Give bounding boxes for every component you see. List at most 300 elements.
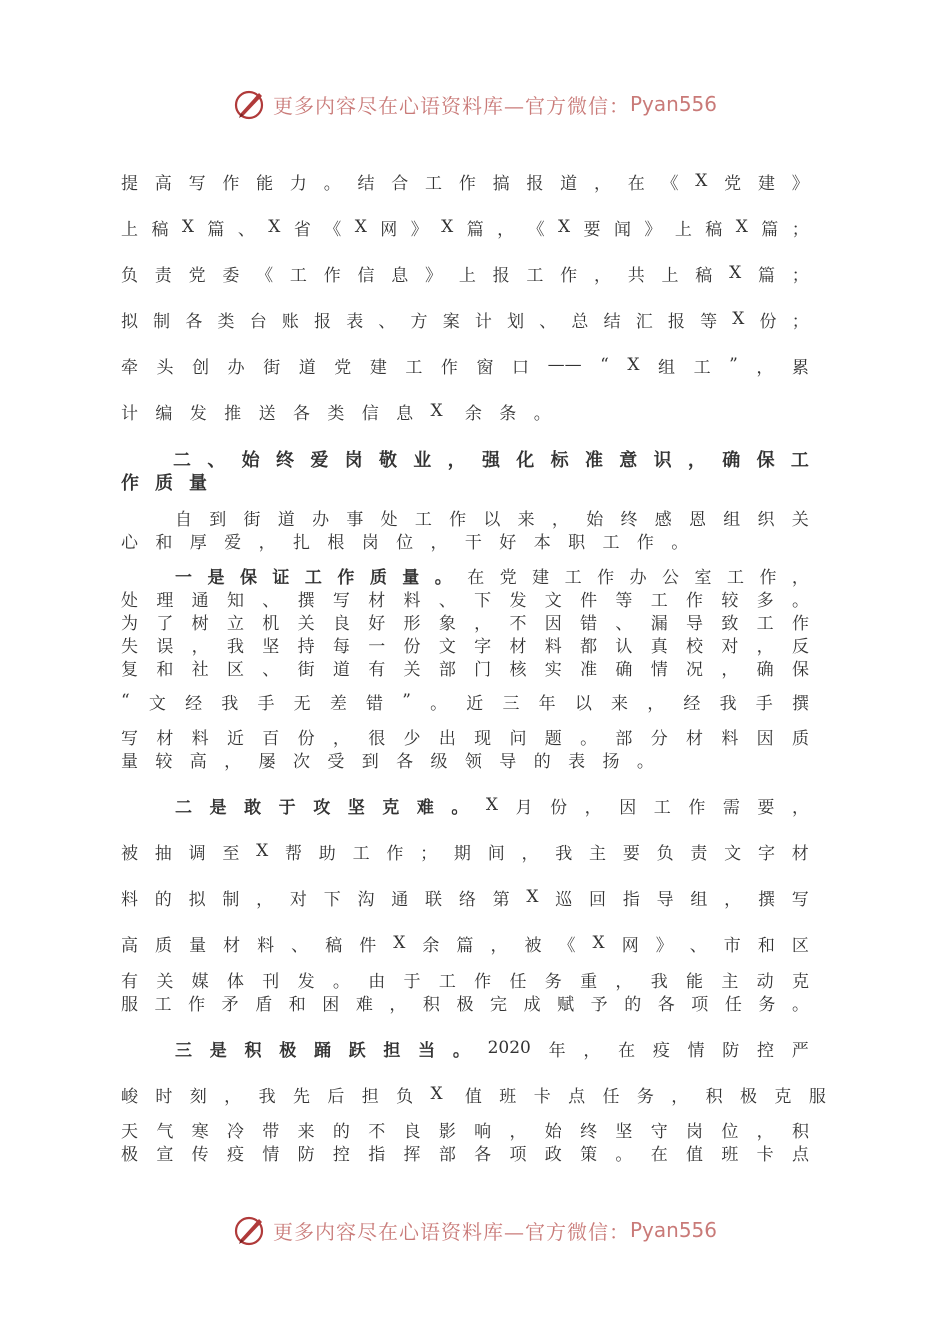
text-glyph: ，	[551, 509, 569, 530]
text-glyph: 寒	[191, 1121, 209, 1142]
text-glyph: 年	[538, 693, 556, 714]
text-glyph: 确	[756, 659, 774, 680]
text-glyph: 响	[474, 1121, 492, 1142]
text-glyph: ，	[256, 889, 274, 910]
text-glyph: 因	[619, 797, 637, 818]
text-glyph: 于	[403, 971, 421, 992]
text-glyph: 准	[580, 659, 598, 680]
text-glyph: 反	[791, 636, 809, 657]
text-glyph: 为	[121, 613, 138, 634]
text-glyph: 2020	[487, 1038, 531, 1058]
text-glyph: 、	[378, 311, 396, 332]
text-glyph: 公	[662, 567, 680, 588]
text-glyph: 文	[438, 636, 456, 657]
text-glyph: ，	[593, 265, 611, 286]
text-glyph: 理	[156, 590, 174, 611]
text-glyph: X	[430, 401, 443, 421]
text-glyph: 稿	[705, 219, 723, 240]
text-glyph: 创	[192, 357, 210, 378]
text-glyph: ，	[509, 1121, 527, 1142]
text-glyph: 手	[257, 693, 275, 714]
text-glyph: 项	[509, 1144, 527, 1165]
text-glyph: X	[441, 217, 454, 237]
text-glyph: 材	[368, 590, 386, 611]
text-glyph: 是	[209, 1040, 227, 1061]
text-glyph: 报	[314, 311, 332, 332]
text-glyph: 因	[756, 728, 774, 749]
text-glyph: 需	[722, 797, 740, 818]
text-glyph: 担	[383, 1040, 401, 1061]
text-glyph: 值	[686, 1144, 703, 1165]
text-glyph: 任	[724, 994, 742, 1015]
text-glyph: 上	[121, 219, 138, 240]
text-glyph: 是	[209, 797, 227, 818]
text-glyph: 组	[690, 889, 708, 910]
text-glyph: 闻	[613, 219, 631, 240]
text-line	[121, 655, 809, 679]
text-glyph: 件	[580, 590, 598, 611]
text-glyph: 情	[687, 1040, 705, 1061]
text-glyph: 好	[368, 613, 386, 634]
text-glyph: 材	[509, 636, 527, 657]
text-glyph: 三	[175, 1040, 192, 1061]
text-glyph: 我	[226, 636, 244, 657]
text-glyph: 我	[555, 843, 573, 864]
text-glyph: 少	[403, 728, 421, 749]
text-glyph: 上	[674, 219, 692, 240]
text-glyph: 作	[458, 173, 476, 194]
text-glyph: 各	[657, 994, 675, 1015]
text-glyph: 始	[586, 509, 604, 530]
text-glyph: X	[354, 217, 367, 237]
text-glyph: 良	[403, 1121, 421, 1142]
text-glyph: 卡	[756, 1144, 774, 1165]
text-glyph: 工	[650, 590, 668, 611]
text-glyph: ，	[791, 567, 809, 588]
text-glyph: 难	[355, 994, 373, 1015]
text-glyph: 敬	[378, 450, 397, 471]
text-glyph: 证	[272, 567, 290, 588]
text-glyph: 》	[644, 219, 662, 240]
text-glyph: ，	[490, 935, 508, 956]
text-glyph: 根	[327, 532, 345, 553]
text-glyph: 《	[256, 265, 274, 286]
text-glyph: ，	[521, 843, 539, 864]
text-glyph: 始	[241, 450, 260, 471]
text-glyph: 上	[661, 265, 679, 286]
text-glyph: 动	[756, 971, 774, 992]
text-glyph: 撰	[757, 889, 775, 910]
text-glyph: 稿	[325, 935, 343, 956]
text-glyph: 社	[191, 659, 209, 680]
text-glyph: 识	[653, 450, 672, 471]
text-glyph: ，	[791, 797, 809, 818]
text-glyph: 刊	[262, 971, 280, 992]
text-glyph: 负	[656, 843, 674, 864]
text-glyph: 误	[156, 636, 174, 657]
text-glyph: 扬	[602, 751, 620, 772]
text-glyph: 班	[721, 1144, 739, 1165]
text-glyph: 务	[758, 994, 776, 1015]
text-line	[121, 1082, 826, 1107]
text-line	[121, 931, 809, 955]
text-glyph: 写	[188, 173, 206, 194]
text-glyph: 屡	[258, 751, 276, 772]
text-glyph: 市	[723, 935, 741, 956]
text-glyph: 很	[368, 728, 386, 749]
text-glyph: 委	[222, 265, 240, 286]
text-glyph: 任	[509, 971, 527, 992]
text-glyph: 量	[121, 751, 138, 772]
text-glyph: 知	[226, 590, 244, 611]
text-glyph: 字	[474, 636, 492, 657]
text-glyph: ，	[615, 971, 633, 992]
text-glyph: 较	[155, 751, 173, 772]
text-glyph: 是	[207, 567, 225, 588]
text-glyph: 任	[602, 1086, 620, 1107]
text-glyph: 息	[396, 403, 414, 424]
text-glyph: 近	[226, 728, 244, 749]
text-glyph: 党	[188, 265, 206, 286]
text-glyph: 象	[438, 613, 456, 634]
text-glyph: ，	[474, 613, 492, 634]
text-glyph: 强	[481, 450, 500, 471]
text-glyph: ，	[721, 659, 739, 680]
text-glyph: 信	[361, 403, 379, 424]
text-glyph: 了	[156, 613, 174, 634]
text-glyph: 案	[442, 311, 460, 332]
text-glyph: 极	[740, 1086, 758, 1107]
text-glyph: 调	[188, 843, 206, 864]
text-glyph: 作	[636, 532, 654, 553]
text-glyph: 班	[499, 1086, 517, 1107]
text-glyph: 办	[629, 567, 647, 588]
text-glyph: 窗	[476, 357, 494, 378]
text-glyph: 导	[499, 751, 517, 772]
text-glyph: X	[393, 933, 406, 953]
text-glyph: 撰	[297, 590, 315, 611]
text-glyph: 条	[499, 403, 517, 424]
text-glyph: 因	[544, 613, 562, 634]
text-glyph: ，	[332, 728, 350, 749]
text-glyph: 料	[121, 889, 138, 910]
text-glyph: 领	[464, 751, 482, 772]
text-glyph: 发	[189, 403, 207, 424]
text-glyph: 牵	[121, 357, 138, 378]
text-glyph: 料	[544, 636, 562, 657]
text-glyph: 》	[655, 935, 673, 956]
text-glyph: X	[695, 171, 708, 191]
text-glyph: ——	[547, 355, 582, 375]
text-glyph: 恩	[688, 509, 706, 530]
text-glyph: 指	[368, 1144, 386, 1165]
text-line	[121, 724, 809, 748]
text-line	[121, 586, 809, 610]
text-glyph: 作	[597, 567, 615, 588]
text-glyph: 头	[156, 357, 174, 378]
text-glyph: 党	[724, 173, 742, 194]
text-glyph: 的	[154, 889, 172, 910]
text-glyph: 工	[564, 567, 582, 588]
text-glyph: 》	[791, 173, 809, 194]
text-glyph: 宣	[156, 1144, 174, 1165]
text-glyph: 岗	[686, 1121, 703, 1142]
text-glyph: 篇	[757, 265, 775, 286]
text-glyph: 形	[403, 613, 421, 634]
text-line	[173, 447, 809, 471]
text-glyph: X	[268, 217, 281, 237]
text-glyph: 。	[615, 1144, 633, 1165]
text-glyph: 织	[757, 509, 775, 530]
text-glyph: 稿	[695, 265, 713, 286]
text-glyph: ，	[447, 450, 466, 471]
text-glyph: 作	[791, 613, 809, 634]
text-glyph: 。	[430, 693, 448, 714]
text-glyph: 差	[329, 693, 347, 714]
text-glyph: 写	[791, 889, 809, 910]
text-glyph: 在	[627, 173, 645, 194]
text-glyph: 材	[686, 728, 703, 749]
text-glyph: 岗	[344, 450, 363, 471]
text-glyph: 在	[618, 1040, 636, 1061]
text-glyph: 心	[121, 532, 138, 553]
text-glyph: 务	[544, 971, 562, 992]
text-glyph: X	[732, 309, 745, 329]
text-line	[175, 793, 809, 817]
text-glyph: 道	[332, 659, 350, 680]
text-glyph: X	[729, 263, 742, 283]
text-glyph: 克	[791, 971, 809, 992]
text-glyph: 题	[544, 728, 562, 749]
text-glyph: 。	[580, 728, 598, 749]
text-glyph: 《	[558, 935, 576, 956]
text-glyph: 上	[458, 265, 476, 286]
text-glyph: 持	[297, 636, 315, 657]
text-line	[121, 470, 809, 494]
text-glyph: 篇	[466, 219, 484, 240]
text-glyph: 岗	[361, 532, 379, 553]
text-glyph: 务	[636, 1086, 654, 1107]
text-glyph: 建	[757, 173, 775, 194]
text-glyph: 文	[544, 590, 562, 611]
text-glyph: 带	[262, 1121, 280, 1142]
text-glyph: X	[592, 933, 605, 953]
text-glyph: 次	[292, 751, 310, 772]
text-glyph: 每	[332, 636, 350, 657]
text-glyph: 作	[188, 994, 206, 1015]
text-glyph: 制	[153, 311, 171, 332]
text-glyph: ，	[593, 173, 611, 194]
text-glyph: ，	[583, 1040, 601, 1061]
text-line	[121, 609, 809, 633]
text-glyph: 量	[402, 567, 420, 588]
text-line	[175, 505, 809, 529]
text-glyph: 关	[156, 971, 174, 992]
text-glyph: 间	[487, 843, 505, 864]
text-glyph: 无	[293, 693, 311, 714]
text-glyph: 扎	[292, 532, 310, 553]
footer-banner	[0, 1210, 950, 1250]
text-glyph: 不	[509, 613, 527, 634]
text-glyph: 核	[509, 659, 527, 680]
text-glyph: 工	[438, 971, 456, 992]
text-glyph: 严	[791, 1040, 809, 1061]
text-glyph: 责	[154, 265, 172, 286]
text-line	[121, 528, 809, 552]
text-glyph: 材	[156, 728, 174, 749]
text-glyph: 工	[726, 567, 744, 588]
text-glyph: ，	[191, 636, 209, 657]
text-glyph: 。	[451, 797, 469, 818]
text-glyph: 经	[185, 693, 203, 714]
text-glyph: 树	[191, 613, 209, 634]
text-glyph: 。	[791, 590, 809, 611]
text-glyph: 二	[173, 450, 191, 471]
text-glyph: 推	[224, 403, 242, 424]
text-glyph: 编	[155, 403, 173, 424]
text-glyph: 能	[686, 971, 703, 992]
text-glyph: 爱	[310, 450, 329, 471]
text-glyph: 积	[705, 1086, 723, 1107]
text-glyph: 完	[490, 994, 508, 1015]
text-glyph: 工	[304, 567, 322, 588]
text-glyph: 工	[526, 265, 544, 286]
text-glyph: X	[181, 217, 194, 237]
text-glyph: 位	[721, 1121, 739, 1142]
text-glyph: 作	[759, 567, 777, 588]
text-glyph: 终	[620, 509, 638, 530]
text-glyph: 本	[533, 532, 551, 553]
text-glyph: X	[256, 841, 269, 861]
text-glyph: 料	[257, 935, 275, 956]
text-glyph: 终	[580, 1121, 598, 1142]
text-glyph: 工	[693, 357, 711, 378]
text-glyph: 门	[474, 659, 492, 680]
text-glyph: 、	[237, 219, 255, 240]
text-glyph: ，	[647, 693, 665, 714]
text-glyph: 积	[244, 1040, 262, 1061]
text-glyph: 文	[724, 843, 742, 864]
text-glyph: 发	[297, 971, 315, 992]
text-glyph: 。	[791, 994, 809, 1015]
text-glyph: 字	[757, 843, 775, 864]
text-glyph: 表	[346, 311, 364, 332]
text-glyph: 质	[155, 935, 173, 956]
text-glyph: 疫	[226, 1144, 244, 1165]
banner-wechat-id: Pyan556	[629, 92, 717, 116]
text-glyph: 保	[239, 567, 257, 588]
text-glyph: 作	[440, 357, 458, 378]
text-glyph: 位	[396, 532, 414, 553]
text-glyph: 当	[418, 1040, 436, 1061]
text-glyph: 主	[721, 971, 739, 992]
text-glyph: 搞	[492, 173, 510, 194]
text-glyph: 到	[361, 751, 379, 772]
text-glyph: 抽	[154, 843, 172, 864]
text-glyph: 厚	[189, 532, 207, 553]
text-glyph: 重	[580, 971, 598, 992]
text-glyph: 类	[327, 403, 345, 424]
text-glyph: 要	[622, 843, 640, 864]
text-glyph: 要	[757, 797, 775, 818]
text-line	[121, 399, 809, 423]
text-glyph: 以	[483, 509, 501, 530]
text-glyph: 。	[323, 173, 341, 194]
text-glyph: 三	[502, 693, 520, 714]
text-glyph: 对	[721, 636, 739, 657]
text-glyph: 、	[207, 450, 226, 471]
text-glyph: 》	[410, 219, 428, 240]
text-glyph: 赋	[557, 994, 575, 1015]
text-glyph: 建	[532, 567, 550, 588]
text-glyph: 担	[361, 1086, 379, 1107]
text-glyph: 失	[121, 636, 138, 657]
text-glyph: 克	[382, 797, 400, 818]
text-glyph: 写	[332, 590, 350, 611]
text-glyph: 组	[658, 357, 676, 378]
text-glyph: 困	[322, 994, 340, 1015]
text-glyph: 部	[615, 728, 633, 749]
text-glyph: 部	[438, 659, 456, 680]
text-glyph: 类	[217, 311, 235, 332]
text-glyph: 保	[756, 450, 775, 471]
text-glyph: ；	[791, 311, 809, 332]
text-glyph: 结	[357, 173, 375, 194]
text-glyph: 结	[603, 311, 621, 332]
text-glyph: 稿	[151, 219, 169, 240]
text-glyph: 提	[121, 173, 138, 194]
text-glyph: 确	[722, 450, 741, 471]
text-glyph: 矛	[221, 994, 239, 1015]
text-glyph: 工	[653, 797, 671, 818]
text-glyph: 建	[369, 357, 387, 378]
text-glyph: 等	[700, 311, 718, 332]
text-glyph: 账	[281, 311, 299, 332]
text-glyph: 组	[723, 509, 741, 530]
text-glyph: 控	[332, 1144, 350, 1165]
text-glyph: 年	[548, 1040, 566, 1061]
text-glyph: 、	[438, 590, 456, 611]
text-glyph: 职	[568, 532, 586, 553]
text-glyph: 点	[791, 1144, 809, 1165]
text-glyph: 于	[278, 797, 296, 818]
text-glyph: 先	[292, 1086, 310, 1107]
text-glyph: 划	[507, 311, 525, 332]
text-glyph: 作	[560, 265, 578, 286]
text-glyph: 干	[464, 532, 482, 553]
text-glyph: 件	[359, 935, 377, 956]
text-glyph: 以	[574, 693, 592, 714]
text-glyph: 、	[539, 311, 557, 332]
text-glyph: 办	[227, 357, 245, 378]
text-glyph: 力	[289, 173, 307, 194]
text-glyph: 问	[509, 728, 527, 749]
text-glyph: 事	[346, 509, 364, 530]
text-glyph: 情	[262, 1144, 280, 1165]
text-glyph: 错	[366, 693, 384, 714]
text-glyph: 能	[256, 173, 274, 194]
text-glyph: 文	[148, 693, 166, 714]
text-glyph: 作	[323, 265, 341, 286]
text-glyph: 控	[757, 1040, 775, 1061]
text-glyph: 余	[422, 935, 440, 956]
text-glyph: 克	[774, 1086, 792, 1107]
text-glyph: 等	[615, 590, 633, 611]
text-glyph: 沟	[357, 889, 375, 910]
text-glyph: 坚	[262, 636, 280, 657]
text-glyph: 作	[474, 971, 492, 992]
text-glyph: 成	[523, 994, 541, 1015]
